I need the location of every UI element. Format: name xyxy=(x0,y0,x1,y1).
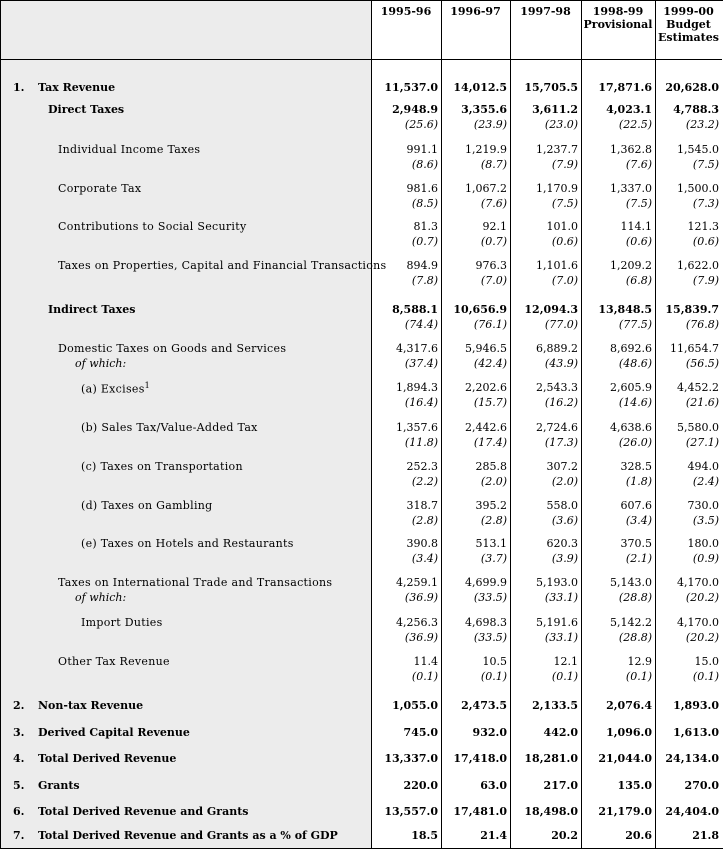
percent-cell: (7.5) xyxy=(692,158,719,171)
row-number: 2. xyxy=(13,699,25,712)
percent-cell: (7.3) xyxy=(692,197,719,210)
value-cell: 1,894.3 xyxy=(396,381,438,394)
percent-cell: (3.4) xyxy=(625,514,652,527)
percent-cell: (76.1) xyxy=(473,318,507,331)
percent-cell: (77.0) xyxy=(544,318,578,331)
percent-cell: (0.9) xyxy=(692,552,719,565)
percent-cell: (22.5) xyxy=(618,118,652,131)
value-cell: 981.6 xyxy=(406,182,438,195)
percent-cell: (2.8) xyxy=(411,514,438,527)
row-label-text: Import Duties xyxy=(81,616,163,629)
percent-cell: (7.6) xyxy=(625,158,652,171)
value-cell: 2,724.6 xyxy=(536,421,578,434)
value-cell: 976.3 xyxy=(475,259,507,272)
value-cell: 745.0 xyxy=(403,726,438,739)
value-cell: 14,012.5 xyxy=(453,81,507,94)
value-cell: 270.0 xyxy=(684,779,719,792)
value-cell: 390.8 xyxy=(406,537,438,550)
value-cell: 24,134.0 xyxy=(665,752,719,765)
percent-cell: (2.8) xyxy=(480,514,507,527)
value-cell: 17,418.0 xyxy=(453,752,507,765)
value-cell: 5,143.0 xyxy=(610,576,652,589)
value-cell: 217.0 xyxy=(543,779,578,792)
value-cell: 4,638.6 xyxy=(610,421,652,434)
percent-cell: (0.1) xyxy=(411,670,438,683)
column-header: 1997-98 xyxy=(520,5,571,18)
percent-cell: (0.6) xyxy=(551,235,578,248)
row-label xyxy=(81,616,163,629)
percent-cell: (17.4) xyxy=(473,436,507,449)
value-cell: 17,481.0 xyxy=(453,805,507,818)
value-cell: 8,692.6 xyxy=(610,342,652,355)
value-cell: 21,179.0 xyxy=(598,805,652,818)
value-cell: 328.5 xyxy=(620,460,652,473)
value-cell: 1,613.0 xyxy=(673,726,719,739)
percent-cell: (2.0) xyxy=(480,475,507,488)
percent-cell: (28.8) xyxy=(618,591,652,604)
value-cell: 1,237.7 xyxy=(536,143,578,156)
percent-cell: (14.6) xyxy=(618,396,652,409)
value-cell: 21.8 xyxy=(692,829,719,842)
value-cell: 1,362.8 xyxy=(610,143,652,156)
value-cell: 395.2 xyxy=(475,499,507,512)
value-cell: 1,357.6 xyxy=(396,421,438,434)
value-cell: 894.9 xyxy=(406,259,438,272)
value-cell: 10.5 xyxy=(482,655,507,668)
value-cell: 3,611.2 xyxy=(532,103,578,116)
row-label xyxy=(48,103,124,116)
percent-cell: (0.1) xyxy=(480,670,507,683)
percent-cell: (11.8) xyxy=(404,436,438,449)
percent-cell: (8.5) xyxy=(411,197,438,210)
value-cell: 2,605.9 xyxy=(610,381,652,394)
percent-cell: (7.9) xyxy=(692,274,719,287)
percent-cell: (2.4) xyxy=(692,475,719,488)
value-cell: 1,500.0 xyxy=(677,182,719,195)
value-cell: 5,191.6 xyxy=(536,616,578,629)
value-cell: 18,498.0 xyxy=(524,805,578,818)
column-header: 1996-97 xyxy=(450,5,501,18)
value-cell: 3,355.6 xyxy=(461,103,507,116)
value-cell: 1,545.0 xyxy=(677,143,719,156)
percent-cell: (0.7) xyxy=(480,235,507,248)
value-cell: 24,404.0 xyxy=(665,805,719,818)
row-label: Total Derived Revenue and Grants xyxy=(38,805,249,818)
value-cell: 1,893.0 xyxy=(673,699,719,712)
percent-cell: (2.1) xyxy=(625,552,652,565)
value-cell: 1,219.9 xyxy=(465,143,507,156)
value-cell: 135.0 xyxy=(617,779,652,792)
percent-cell: (0.6) xyxy=(625,235,652,248)
row-label xyxy=(58,576,332,589)
row-label-text: (b) Sales Tax/Value-Added Tax xyxy=(81,421,258,434)
row-label: Total Derived Revenue and Grants as a % of GDP xyxy=(38,829,338,842)
value-cell: 2,442.6 xyxy=(465,421,507,434)
percent-cell: (33.1) xyxy=(544,631,578,644)
percent-cell: (3.6) xyxy=(551,514,578,527)
row-label xyxy=(48,303,135,316)
value-cell: 2,543.3 xyxy=(536,381,578,394)
value-cell: 114.1 xyxy=(620,220,652,233)
value-cell: 20.6 xyxy=(625,829,652,842)
footnote-marker: 1 xyxy=(144,381,151,390)
row-label-text: Contributions to Social Security xyxy=(58,220,247,233)
percent-cell: (23.2) xyxy=(685,118,719,131)
percent-cell: (21.6) xyxy=(685,396,719,409)
value-cell: 318.7 xyxy=(406,499,438,512)
percent-cell: (7.8) xyxy=(411,274,438,287)
row-label-text: (d) Taxes on Gambling xyxy=(81,499,213,512)
percent-cell: (7.5) xyxy=(551,197,578,210)
column-header: 1998-99 Provisional xyxy=(583,5,653,31)
row-label-text: Domestic Taxes on Goods and Services xyxy=(58,342,287,355)
value-cell: 101.0 xyxy=(546,220,578,233)
percent-cell: (0.1) xyxy=(692,670,719,683)
percent-cell: (0.7) xyxy=(411,235,438,248)
row-label-text: (a) Excises xyxy=(81,382,145,396)
value-cell: 4,023.1 xyxy=(606,103,652,116)
value-cell: 13,848.5 xyxy=(598,303,652,316)
value-cell: 4,170.0 xyxy=(677,576,719,589)
row-label xyxy=(81,381,150,396)
percent-cell: (0.1) xyxy=(625,670,652,683)
value-cell: 6,889.2 xyxy=(536,342,578,355)
percent-cell: (28.8) xyxy=(618,631,652,644)
row-number: 3. xyxy=(13,726,25,739)
percent-cell: (2.0) xyxy=(551,475,578,488)
percent-cell: (23.9) xyxy=(473,118,507,131)
value-cell: 12.9 xyxy=(627,655,652,668)
value-cell: 730.0 xyxy=(687,499,719,512)
value-cell: 4,788.3 xyxy=(673,103,719,116)
row-number: 5. xyxy=(13,779,25,792)
value-cell: 12.1 xyxy=(553,655,578,668)
row-label: Grants xyxy=(38,779,80,792)
value-cell: 13,337.0 xyxy=(384,752,438,765)
row-label-text: Corporate Tax xyxy=(58,182,142,195)
value-cell: 4,698.3 xyxy=(465,616,507,629)
column-header: 1999-00 Budget Estimates xyxy=(658,5,719,44)
percent-cell: (3.5) xyxy=(692,514,719,527)
percent-cell: (3.9) xyxy=(551,552,578,565)
row-label-text: Individual Income Taxes xyxy=(58,143,201,156)
value-cell: 4,170.0 xyxy=(677,616,719,629)
row-label-text: Taxes on Properties, Capital and Financial Transactions xyxy=(58,259,387,272)
value-cell: 12,094.3 xyxy=(524,303,578,316)
row-label xyxy=(81,460,243,473)
percent-cell: (48.6) xyxy=(618,357,652,370)
value-cell: 252.3 xyxy=(406,460,438,473)
row-label xyxy=(81,537,294,550)
percent-cell: (16.4) xyxy=(404,396,438,409)
percent-cell: (43.9) xyxy=(544,357,578,370)
percent-cell: (17.3) xyxy=(544,436,578,449)
value-cell: 2,473.5 xyxy=(461,699,507,712)
percent-cell: (1.8) xyxy=(625,475,652,488)
row-number: 6. xyxy=(13,805,25,818)
row-label: Non-tax Revenue xyxy=(38,699,144,712)
row-label-text: Indirect Taxes xyxy=(48,303,136,316)
percent-cell: (3.4) xyxy=(411,552,438,565)
value-cell: 15,839.7 xyxy=(665,303,719,316)
row-label-text: (e) Taxes on Hotels and Restaurants xyxy=(81,537,294,550)
value-cell: 5,142.2 xyxy=(610,616,652,629)
value-cell: 92.1 xyxy=(482,220,507,233)
value-cell: 932.0 xyxy=(472,726,507,739)
value-cell: 442.0 xyxy=(543,726,578,739)
column-header: 1995-96 xyxy=(380,5,432,18)
row-label-text: Other Tax Revenue xyxy=(58,655,170,668)
value-cell: 18,281.0 xyxy=(524,752,578,765)
value-cell: 607.6 xyxy=(620,499,652,512)
percent-cell: (33.5) xyxy=(473,591,507,604)
value-cell: 5,580.0 xyxy=(677,421,719,434)
percent-cell: (76.8) xyxy=(685,318,719,331)
value-cell: 1,096.0 xyxy=(606,726,652,739)
percent-cell: (74.4) xyxy=(404,318,438,331)
row-label xyxy=(81,499,213,512)
percent-cell: (27.1) xyxy=(685,436,719,449)
row-number: 7. xyxy=(13,829,25,842)
percent-cell: (8.7) xyxy=(480,158,507,171)
row-label xyxy=(58,259,387,272)
value-cell: 4,317.6 xyxy=(396,342,438,355)
value-cell: 10,656.9 xyxy=(453,303,507,316)
value-cell: 4,452.2 xyxy=(677,381,719,394)
value-cell: 307.2 xyxy=(546,460,578,473)
percent-cell: (16.2) xyxy=(544,396,578,409)
row-label xyxy=(58,342,286,355)
value-cell: 1,055.0 xyxy=(392,699,438,712)
row-label-text: (c) Taxes on Transportation xyxy=(81,460,243,473)
value-cell: 63.0 xyxy=(480,779,507,792)
value-cell: 11.4 xyxy=(413,655,438,668)
value-cell: 494.0 xyxy=(687,460,719,473)
value-cell: 20,628.0 xyxy=(665,81,719,94)
percent-cell: (33.5) xyxy=(473,631,507,644)
value-cell: 17,871.6 xyxy=(598,81,652,94)
value-cell: 8,588.1 xyxy=(392,303,438,316)
percent-cell: (20.2) xyxy=(685,591,719,604)
value-cell: 11,537.0 xyxy=(384,81,438,94)
row-label xyxy=(81,421,258,434)
value-cell: 370.5 xyxy=(620,537,652,550)
value-cell: 2,948.9 xyxy=(392,103,438,116)
value-cell: 1,101.6 xyxy=(536,259,578,272)
percent-cell: (42.4) xyxy=(473,357,507,370)
percent-cell: (25.6) xyxy=(404,118,438,131)
value-cell: 121.3 xyxy=(687,220,719,233)
value-cell: 2,202.6 xyxy=(465,381,507,394)
percent-cell: (0.1) xyxy=(551,670,578,683)
percent-cell: (26.0) xyxy=(618,436,652,449)
value-cell: 285.8 xyxy=(475,460,507,473)
row-label xyxy=(58,143,200,156)
row-number: 1. xyxy=(13,81,25,94)
value-cell: 620.3 xyxy=(546,537,578,550)
value-cell: 513.1 xyxy=(475,537,507,550)
percent-cell: (7.5) xyxy=(625,197,652,210)
percent-cell: (8.6) xyxy=(411,158,438,171)
of-which-note: of which: xyxy=(75,357,127,370)
value-cell: 558.0 xyxy=(546,499,578,512)
percent-cell: (15.7) xyxy=(473,396,507,409)
percent-cell: (20.2) xyxy=(685,631,719,644)
row-label xyxy=(58,220,246,233)
value-cell: 1,170.9 xyxy=(536,182,578,195)
value-cell: 18.5 xyxy=(411,829,438,842)
row-label-text: Direct Taxes xyxy=(48,103,125,116)
value-cell: 21.4 xyxy=(480,829,507,842)
percent-cell: (7.6) xyxy=(480,197,507,210)
row-label xyxy=(58,182,141,195)
row-label xyxy=(58,655,170,668)
percent-cell: (7.0) xyxy=(551,274,578,287)
value-cell: 5,193.0 xyxy=(536,576,578,589)
value-cell: 1,622.0 xyxy=(677,259,719,272)
value-cell: 4,699.9 xyxy=(465,576,507,589)
value-cell: 2,076.4 xyxy=(606,699,652,712)
value-cell: 1,067.2 xyxy=(465,182,507,195)
value-cell: 15.0 xyxy=(694,655,719,668)
value-cell: 11,654.7 xyxy=(670,342,719,355)
value-cell: 21,044.0 xyxy=(598,752,652,765)
value-cell: 2,133.5 xyxy=(532,699,578,712)
percent-cell: (7.0) xyxy=(480,274,507,287)
percent-cell: (37.4) xyxy=(404,357,438,370)
value-cell: 1,337.0 xyxy=(610,182,652,195)
percent-cell: (23.0) xyxy=(544,118,578,131)
value-cell: 15,705.5 xyxy=(524,81,578,94)
percent-cell: (2.2) xyxy=(411,475,438,488)
percent-cell: (77.5) xyxy=(618,318,652,331)
percent-cell: (7.9) xyxy=(551,158,578,171)
value-cell: 991.1 xyxy=(406,143,438,156)
percent-cell: (36.9) xyxy=(404,631,438,644)
row-label: Total Derived Revenue xyxy=(38,752,177,765)
of-which-note: of which: xyxy=(75,591,127,604)
value-cell: 13,557.0 xyxy=(384,805,438,818)
row-label: Derived Capital Revenue xyxy=(38,726,190,739)
row-label-text: Taxes on International Trade and Transactions xyxy=(58,576,333,589)
value-cell: 20.2 xyxy=(551,829,578,842)
value-cell: 4,259.1 xyxy=(396,576,438,589)
percent-cell: (33.1) xyxy=(544,591,578,604)
percent-cell: (0.6) xyxy=(692,235,719,248)
value-cell: 81.3 xyxy=(413,220,438,233)
percent-cell: (36.9) xyxy=(404,591,438,604)
percent-cell: (3.7) xyxy=(480,552,507,565)
percent-cell: (56.5) xyxy=(685,357,719,370)
row-number: 4. xyxy=(13,752,25,765)
header-divider xyxy=(1,59,722,60)
value-cell: 180.0 xyxy=(687,537,719,550)
value-cell: 220.0 xyxy=(403,779,438,792)
value-cell: 1,209.2 xyxy=(610,259,652,272)
percent-cell: (6.8) xyxy=(625,274,652,287)
row-label: Tax Revenue xyxy=(38,81,116,94)
value-cell: 4,256.3 xyxy=(396,616,438,629)
value-cell: 5,946.5 xyxy=(465,342,507,355)
